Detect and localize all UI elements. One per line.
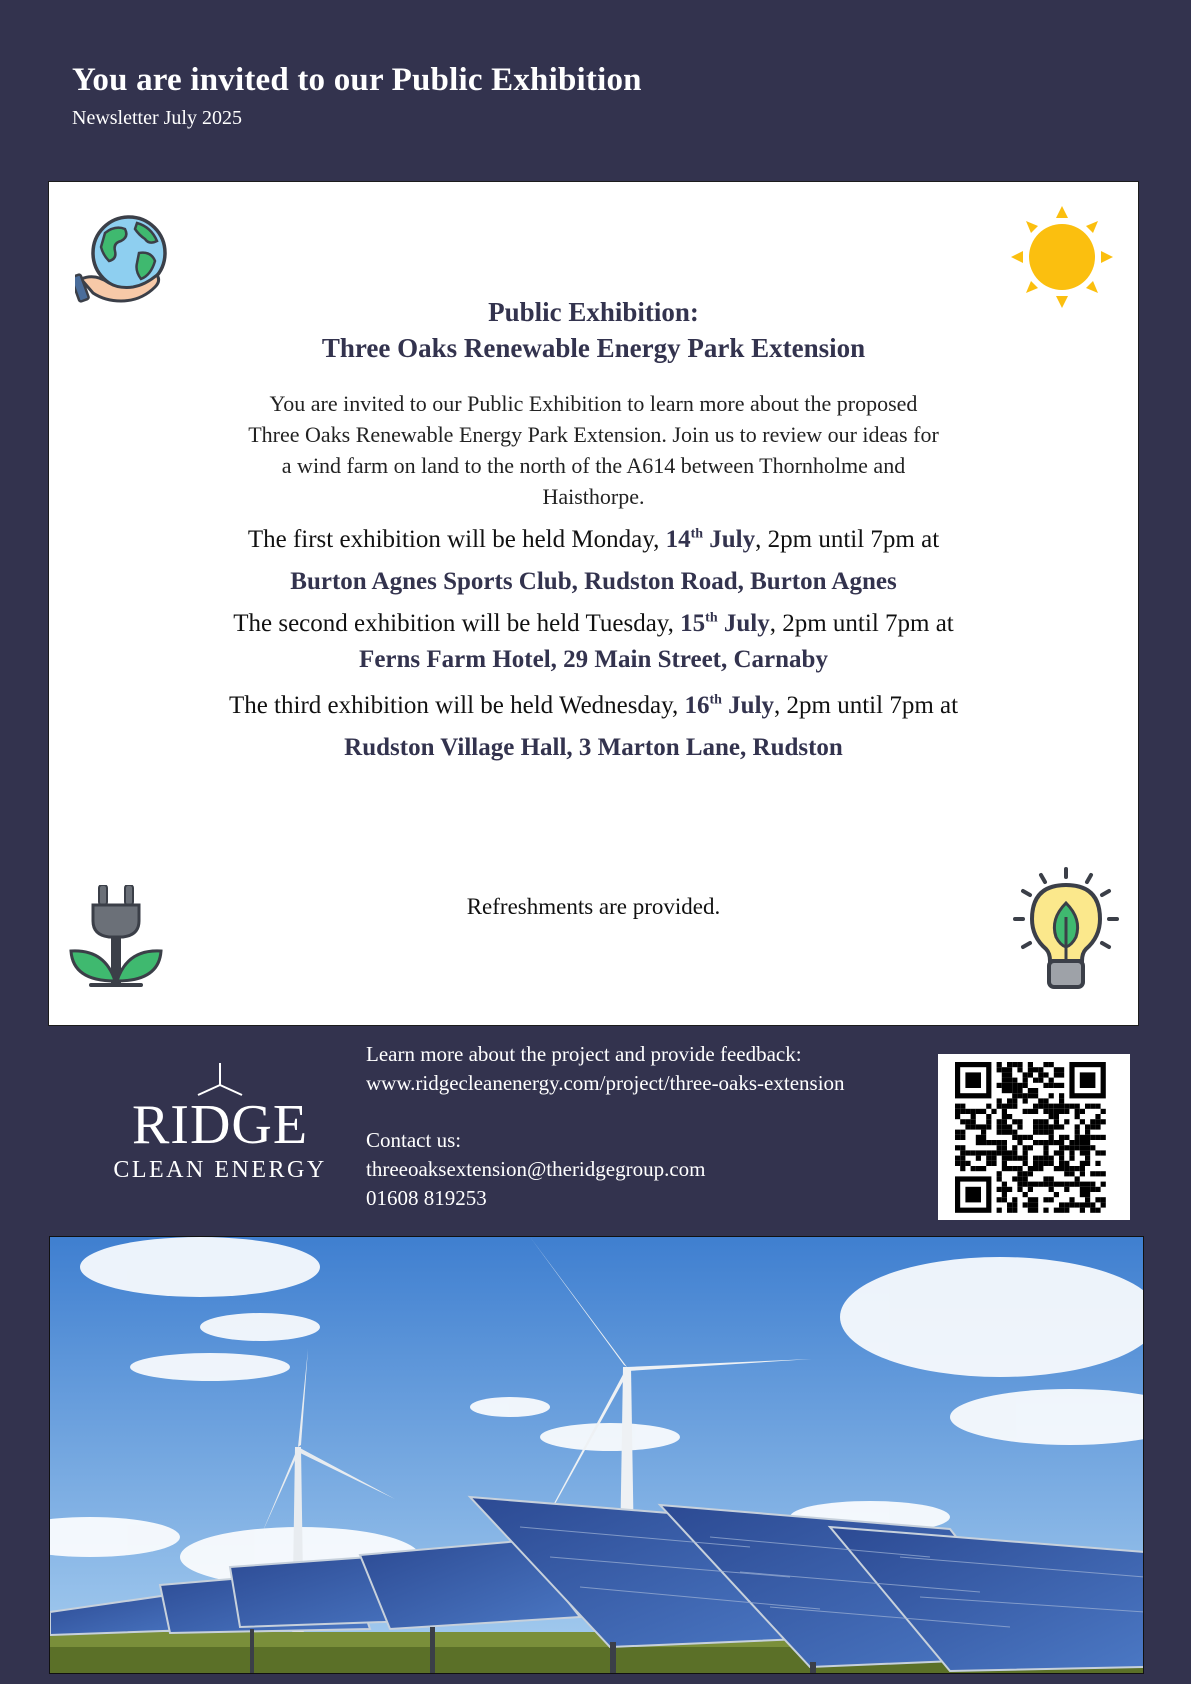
email-link[interactable]: threeoaksextension@theridgegroup.com (366, 1157, 706, 1181)
page-header (72, 62, 642, 130)
newsletter-subtitle: Newsletter July 2025 (72, 107, 242, 129)
heading-line-2: Three Oaks Renewable Energy Park Extension (321, 333, 866, 363)
intro-paragraph: You are invited to our Public Exhibition to learn more about the proposed Three Oaks Renewable Energy Park Extension. Join us to review our ideas for a wind farm on land to the north of the A614 between Thornholme and Haisthorpe. (248, 391, 939, 509)
ridge-logo (108, 1063, 332, 1184)
heading-line-1: Public Exhibition: (488, 297, 699, 327)
exhibition-1-line: The first exhibition will be held Monday, 14th July, 2pm until 7pm at (247, 526, 940, 553)
exhibition-2-venue: Ferns Farm Hotel, 29 Main Street, Carnaby (359, 646, 828, 673)
refreshments-note: Refreshments are provided. (466, 894, 721, 919)
exhibition-card (48, 181, 1139, 1026)
plug-plant-icon (69, 885, 171, 991)
learn-more-label: Learn more about the project and provide feedback: (366, 1042, 802, 1066)
exhibition-3-venue: Rudston Village Hall, 3 Marton Lane, Rudston (344, 734, 843, 761)
project-url-link[interactable]: www.ridgecleanenergy.com/project/three-oaks-extension (366, 1071, 845, 1095)
exhibition-2-line: The second exhibition will be held Tuesday, 15th July, 2pm until 7pm at (233, 610, 954, 637)
page-title: You are invited to our Public Exhibition (72, 62, 642, 98)
phone-number: 01608 819253 (366, 1186, 487, 1210)
contact-block (366, 1040, 845, 1213)
contact-label: Contact us: (366, 1128, 462, 1152)
exhibition-heading (49, 294, 1138, 366)
hero-photo-wind-solar (49, 1236, 1144, 1674)
logo-clean-energy-text: CLEAN ENERGY (113, 1157, 327, 1183)
exhibition-3-line: The third exhibition will be held Wednesday, 16th July, 2pm until 7pm at (228, 692, 959, 719)
exhibition-1-venue: Burton Agnes Sports Club, Rudston Road, Burton Agnes (290, 568, 897, 595)
logo-ridge-text: RIDGE (131, 1094, 309, 1156)
card-content (49, 294, 1138, 762)
globe-hand-icon (75, 209, 169, 305)
lightbulb-leaf-icon (1011, 867, 1121, 997)
qr-code[interactable] (938, 1054, 1130, 1220)
